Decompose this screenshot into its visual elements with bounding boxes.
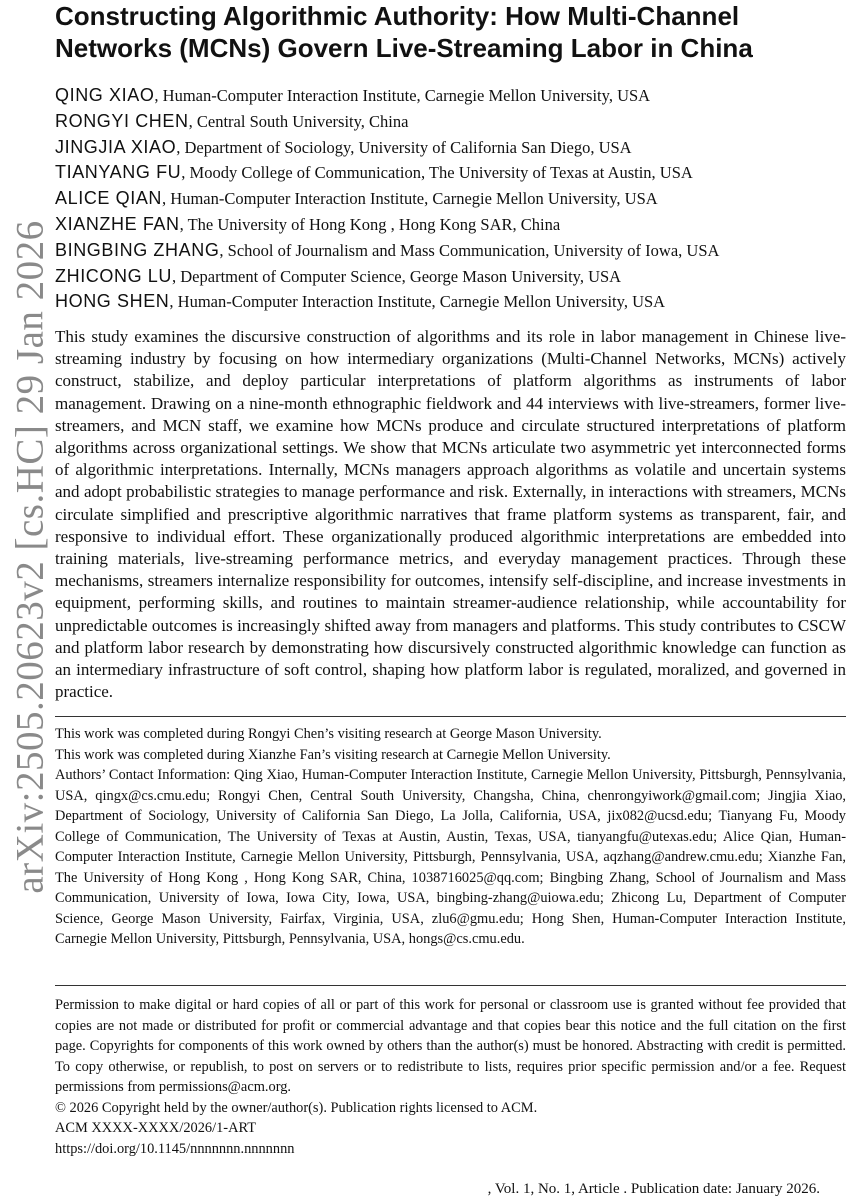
author-affiliation: The University of Hong Kong , Hong Kong SAR, China (187, 214, 561, 234)
permission-statement: Permission to make digital or hard copies of all or part of this work for personal or classroom use is granted without fee provided that copies are not made or distributed for profit or commercial advantage and that copies bear this notice and the full citation on the first page. Copyrights for components of this work owned by others than the author(s) must be honored. Abstracting with credit is permitted. To copy otherwise, or republish, to post on servers or to redistribute to lists, requires prior specific permission and/or a fee. Request permissions from permissions@acm.org. (55, 997, 846, 1095)
author-affiliation: Central South University, China (196, 111, 409, 131)
author-name: ZHICONG LU (55, 265, 173, 286)
visit-note: This work was completed during Xianzhe Fan’s visiting research at Carnegie Mellon University. (55, 746, 611, 763)
author-name: TIANYANG FU (55, 162, 182, 183)
author-affiliation: Moody College of Communication, The University of Texas at Austin, USA (189, 163, 693, 183)
author-name: JINGJIA XIAO (55, 136, 177, 157)
author-name: HONG SHEN (55, 291, 170, 312)
author-entry: TIANYANG FU, Moody College of Communication, The University of Texas at Austin, USA (55, 162, 693, 183)
doi-link[interactable]: https://doi.org/10.1145/nnnnnnn.nnnnnnn (55, 1140, 295, 1157)
author-name: XIANZHE FAN (55, 213, 180, 234)
author-entry: QING XIAO, Human-Computer Interaction Institute, Carnegie Mellon University, USA (55, 85, 651, 105)
permissions-divider (55, 985, 846, 986)
author-name: RONGYI CHEN (55, 110, 189, 131)
author-affiliation: Human-Computer Interaction Institute, Carnegie Mellon University, USA (170, 189, 658, 209)
abstract: This study examines the discursive construction of algorithms and its role in labor management in Chinese live-streaming industry by focusing on how intermediary organizations (Multi-Channel Networks, MCNs) actively construct, stabilize, and deploy particular interpretations of platform algorithms as instruments of labor management. Drawing on a nine-month ethnographic fieldwork and 44 interviews with live-streamers, former live-streamers, and MCN staff, we examine how MCNs produce and circulate structured interpretations of platform algorithms across organizational settings. We show that MCNs articulate two asymmetric yet interconnected forms of algorithmic interpretations. Internally, MCNs managers approach algorithms as volatile and uncertain systems and adopt probabilistic strategies to manage performance and risk. Externally, in interactions with streamers, MCNs circulate simplified and prescriptive algorithmic narratives that frame platform systems as transparent, fair, and responsive to individual effort. These organizationally produced algorithmic interpretations are embedded into training materials, live-streaming performance metrics, and everyday management practices. Through these mechanisms, streamers internalize responsibility for outcomes, intensify self-discipline, and increase investments in equipment, performing skills, and routines to maintain streamer-audience relationship, while accountability for unpredictable outcomes is increasingly shifted away from managers and platforms. This study contributes to CSCW and platform labor research by demonstrating how discursively constructed algorithmic knowledge can function as an intermediary infrastructure of soft control, shaping how platform labor is regulated, moralized, and governed in practice. (55, 327, 846, 702)
author-entry: BINGBING ZHANG, School of Journalism and Mass Communication, University of Iowa, USA (55, 239, 720, 260)
contact-information: Authors’ Contact Information: Qing Xiao, Human-Computer Interaction Institute, Carnegie Mellon University, Pittsburgh, Pennsylvania, USA, qingx@cs.cmu.edu; Rongyi Chen, Central South University, Changsha, China, chenrongyiwork@gmail.com; Jingjia Xiao, Department of Sociology, University of California San Diego, La Jolla, California, USA, jix082@ucsd.edu; Tianyang Fu, Moody College of Communication, The University of Texas at Austin, Austin, Texas, USA, tianyangfu@utexas.edu; Alice Qian, Human-Computer Interaction Institute, Carnegie Mellon University, Pittsburgh, Pennsylvania, USA, aqzhang@andrew.cmu.edu; Xianzhe Fan, The University of Hong Kong , Hong Kong SAR, China, 1038716025@qq.com; Bingbing Zhang, School of Journalism and Mass Communication, University of Iowa, Iowa City, Iowa, USA, bingbing-zhang@uiowa.edu; Zhicong Lu, Department of Computer Science, George Mason University, Fairfax, Virginia, USA, zlu6@gmu.edu; Hong Shen, Human-Computer Interaction Institute, Carnegie Mellon University, Pittsburgh, Pennsylvania, USA, hongs@cs.cmu.edu. (55, 767, 846, 947)
author-affiliation: Department of Computer Science, George Mason University, USA (180, 266, 622, 286)
acm-number: ACM XXXX-XXXX/2026/1-ART (55, 1120, 256, 1136)
author-entry: RONGYI CHEN, Central South University, China (55, 110, 409, 131)
arxiv-identifier-margin (0, 0, 60, 1200)
arxiv-identifier: arXiv:2505.20623v2 [cs.HC] 29 Jan 2026 (8, 220, 52, 894)
author-entry: ALICE QIAN, Human-Computer Interaction Institute, Carnegie Mellon University, USA (55, 188, 658, 209)
author-notes (55, 724, 846, 950)
author-entry: JINGJIA XIAO, Department of Sociology, University of California San Diego, USA (55, 136, 632, 157)
author-entry: HONG SHEN, Human-Computer Interaction Institute, Carnegie Mellon University, USA (55, 291, 666, 312)
author-name: BINGBING ZHANG (55, 239, 220, 260)
visit-note: This work was completed during Rongyi Chen’s visiting research at George Mason University. (55, 726, 602, 742)
author-affiliation: Human-Computer Interaction Institute, Carnegie Mellon University, USA (177, 292, 666, 312)
author-entry: ZHICONG LU, Department of Computer Science, George Mason University, USA (55, 265, 622, 286)
author-affiliation: School of Journalism and Mass Communication, University of Iowa, USA (227, 240, 720, 260)
footnote-divider (55, 716, 846, 717)
author-affiliation: Department of Sociology, University of California San Diego, USA (184, 137, 632, 157)
author-name: ALICE QIAN (55, 188, 163, 209)
permissions-block (55, 995, 846, 1159)
author-name: QING XIAO (55, 85, 155, 105)
author-entry: XIANZHE FAN, The University of Hong Kong , Hong Kong SAR, China (55, 213, 561, 234)
paper-title: Constructing Algorithmic Authority: How Multi-Channel Networks (MCNs) Govern Live-Streaming Labor in China (55, 1, 753, 63)
author-list (55, 83, 845, 315)
page-footer: , Vol. 1, No. 1, Article . Publication date: January 2026. (487, 1181, 820, 1197)
author-affiliation: Human-Computer Interaction Institute, Carnegie Mellon University, USA (162, 86, 651, 105)
copyright-line: © 2026 Copyright held by the owner/author(s). Publication rights licensed to ACM. (55, 1099, 538, 1116)
